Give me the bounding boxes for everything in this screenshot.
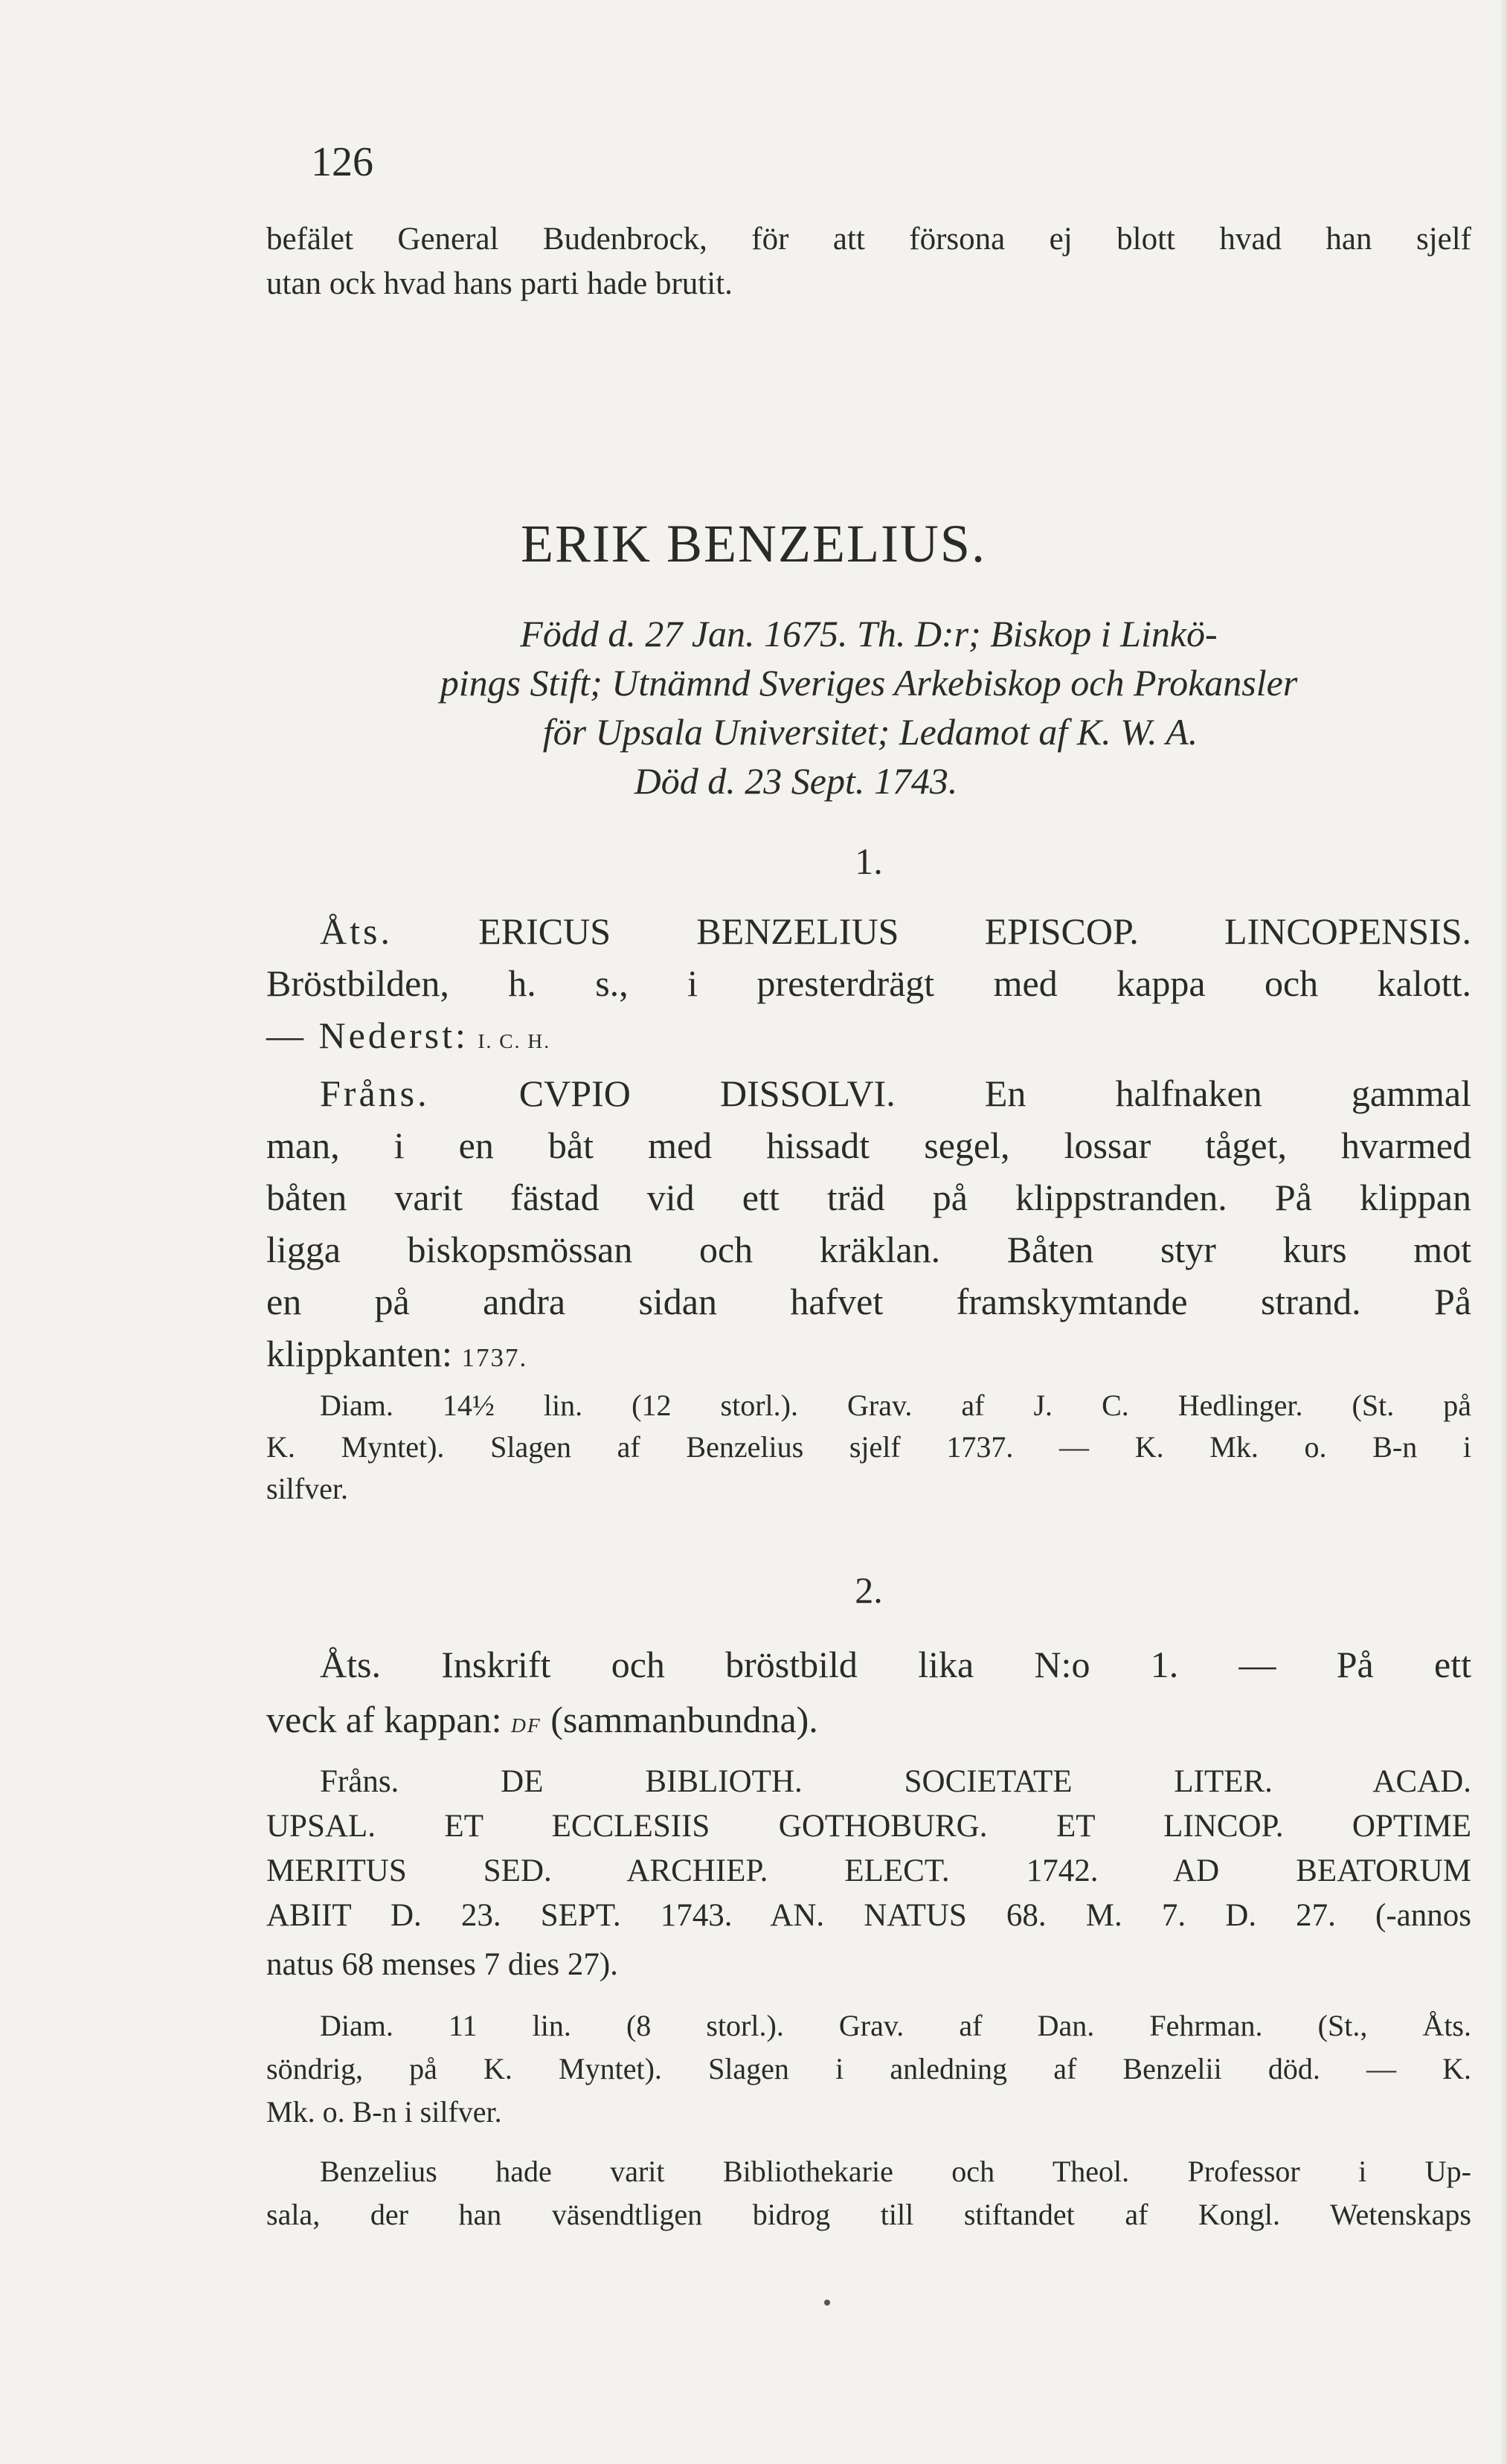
diam-line-2: K. Myntet). Slagen af Benzelius sjelf 1737. — K. Mk. o. B-n i (266, 1430, 1471, 1464)
page-number: 126 (311, 139, 373, 185)
ats-text: ERICUS BENZELIUS EPISCOP. LINCOPENSIS. (478, 910, 1472, 952)
intro-line-2: utan ock hvad hans parti hade brutit. (266, 266, 733, 301)
s2-diam-line-3: Mk. o. B-n i silfver. (266, 2095, 502, 2129)
s2-monogram-note: (sammanbundna). (550, 1699, 818, 1740)
reverse-line-3: båten varit fästad vid ett träd på klippstranden. På klippan (266, 1177, 1471, 1218)
medal-number-1: 1. (855, 840, 883, 882)
s2-obverse-line-1: Åts. Inskrift och bröstbild lika N:o 1. — På ett (320, 1644, 1471, 1685)
bio-line-4: Död d. 23 Sept. 1743. (634, 760, 958, 802)
s2-reverse-line-2: UPSAL. ET ECCLESIIS GOTHOBURG. ET LINCOP. OPTIME (266, 1809, 1471, 1844)
intro-line-1: befälet General Budenbrock, för att försona ej blott hvad han sjelf (266, 222, 1471, 257)
page-edge-shadow (1500, 0, 1507, 2464)
nederst-line (266, 1013, 1471, 1064)
ats-label: Åts. (320, 910, 393, 952)
reverse-line-6 (266, 1331, 1471, 1380)
speck-mark (824, 2300, 830, 2306)
note-line-1: Benzelius hade varit Bibliothekarie och Theol. Professor i Up- (320, 2155, 1471, 2188)
medal-number-2: 2. (855, 1569, 883, 1611)
bio-line-3: för Upsala Universitet; Ledamot af K. W. A. (542, 711, 1198, 753)
nederst-initials: I. C. H. (478, 1029, 551, 1052)
s2-reverse-line-5: natus 68 menses 7 dies 27). (266, 1947, 618, 1982)
s2-veck-text: veck af kappan: (266, 1699, 502, 1740)
reverse-line-5: en på andra sidan hafvet framskymtande strand. På (266, 1281, 1471, 1322)
nederst-label: — Nederst: (266, 1014, 469, 1056)
diam-line-1: Diam. 14½ lin. (12 storl.). Grav. af J. C. Hedlinger. (St. på (320, 1389, 1471, 1422)
bio-line-2: pings Stift; Utnämnd Sveriges Arkebiskop och Prokansler (440, 662, 1298, 704)
reverse-line-1 (320, 1071, 1471, 1116)
diam-line-3: silfver. (266, 1472, 348, 1505)
bust-description: Bröstbilden, h. s., i presterdrägt med kappa och kalott. (266, 962, 1471, 1004)
klippkanten-year: 1737. (461, 1343, 528, 1372)
s2-diam-line-1: Diam. 11 lin. (8 storl.). Grav. af Dan. Fehrman. (St., Åts. (320, 2009, 1471, 2042)
s2-reverse-line-3: MERITUS SED. ARCHIEP. ELECT. 1742. AD BEATORUM (266, 1853, 1471, 1888)
reverse-line-4: ligga biskopsmössan och kräklan. Båten styr kurs mot (266, 1229, 1471, 1270)
klippkanten-label: klippkanten: (266, 1333, 452, 1374)
reverse-line-2: man, i en båt med hissadt segel, lossar tåget, hvarmed (266, 1125, 1471, 1166)
s2-obverse-line-2 (266, 1697, 1471, 1748)
frans-label: Fråns. (320, 1072, 430, 1114)
s2-reverse-line-1: Fråns. DE BIBLIOTH. SOCIETATE LITER. ACAD. (320, 1764, 1471, 1799)
note-line-2: sala, der han väsendtligen bidrog till stiftandet af Kongl. Wetenskaps (266, 2198, 1471, 2231)
s2-monogram: DF (511, 1714, 542, 1737)
s2-diam-line-2: söndrig, på K. Myntet). Slagen i anledning af Benzelii död. — K. (266, 2052, 1471, 2085)
obverse-inscription-1 (320, 909, 1471, 953)
frans-text: CVPIO DISSOLVI. En halfnaken gammal (518, 1072, 1471, 1114)
s2-reverse-line-4: ABIIT D. 23. SEPT. 1743. AN. NATUS 68. M. 7. D. 27. (-annos (266, 1898, 1471, 1933)
bio-line-1: Född d. 27 Jan. 1675. Th. D:r; Biskop i Linkö- (520, 613, 1218, 654)
section-title: ERIK BENZELIUS. (521, 514, 986, 573)
